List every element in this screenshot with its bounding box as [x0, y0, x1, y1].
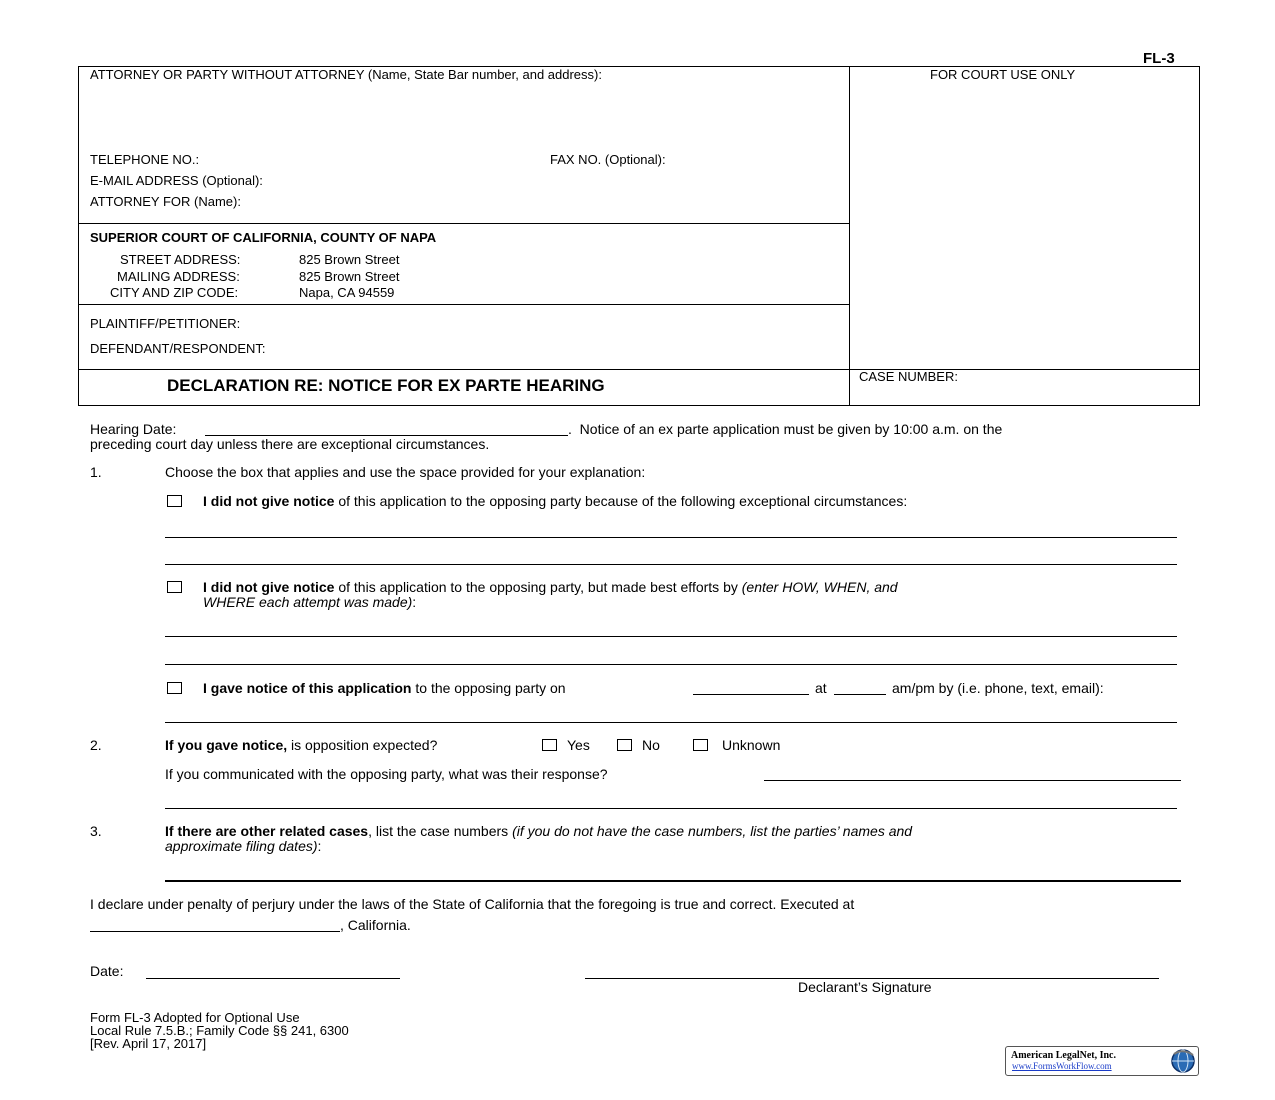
- mailing-label: MAILING ADDRESS:: [117, 269, 240, 284]
- option-b-colon: :: [412, 594, 417, 610]
- yes-checkbox[interactable]: [542, 739, 557, 751]
- option-c-tail: am/pm by (i.e. phone, text, email):: [892, 680, 1104, 696]
- option-c-rest: to the opposing party on: [415, 680, 566, 696]
- option-b-line-1[interactable]: [165, 636, 1177, 637]
- declare-text: I declare under penalty of perjury under the laws of the State of California that the foregoing is true and correct. Executed at: [90, 896, 855, 912]
- item1-text: Choose the box that applies and use the space provided for your explanation:: [165, 464, 646, 480]
- option-b-line-2[interactable]: [165, 664, 1177, 665]
- option-b-bold: I did not give notice: [203, 579, 335, 595]
- city-label: CITY AND ZIP CODE:: [110, 285, 239, 300]
- divider-court: [78, 223, 849, 224]
- defendant-label[interactable]: DEFENDANT/RESPONDENT:: [90, 341, 266, 356]
- related-cases-line[interactable]: [165, 880, 1181, 882]
- case-number-label[interactable]: CASE NUMBER:: [859, 369, 958, 384]
- form-id: FL-3: [1143, 50, 1175, 67]
- city-value: Napa, CA 94559: [299, 285, 395, 300]
- response-field[interactable]: [764, 766, 1181, 781]
- option-c-bold-text: I gave notice of this application: [203, 680, 412, 696]
- item3-number: 3.: [90, 823, 102, 839]
- unknown-checkbox[interactable]: [693, 739, 708, 751]
- item2-number: 2.: [90, 737, 102, 753]
- option-a-checkbox[interactable]: [167, 495, 182, 507]
- divider-title: [78, 369, 1200, 370]
- no-label: No: [642, 737, 660, 753]
- caption-divider: [849, 66, 850, 406]
- hearing-note-1: . Notice of an ex parte application must be given by 10:00 a.m. on the: [568, 421, 1003, 437]
- hearing-date-label: Hearing Date:: [90, 421, 177, 437]
- response-label: If you communicated with the opposing party, what was their response?: [165, 766, 608, 782]
- footer-line-1: Form FL-3 Adopted for Optional Use: [90, 1010, 300, 1025]
- legalnet-logo[interactable]: [1005, 1046, 1199, 1076]
- globe-icon: [1170, 1048, 1196, 1074]
- street-value: 825 Brown Street: [299, 252, 400, 267]
- street-label: STREET ADDRESS:: [120, 252, 241, 267]
- option-b-text: [203, 579, 898, 595]
- notice-date-field[interactable]: [693, 680, 809, 695]
- option-c-at: at: [815, 680, 827, 696]
- response-line-2[interactable]: [165, 808, 1177, 809]
- item3-text: [165, 823, 912, 839]
- item3-bold: If there are other related cases: [165, 823, 369, 839]
- form-title: DECLARATION RE: NOTICE FOR EX PARTE HEARING: [167, 376, 605, 395]
- court-use-label: FOR COURT USE ONLY: [930, 67, 1076, 82]
- option-a-bold: I did not give notice: [203, 493, 335, 509]
- option-b-text-2: [203, 594, 416, 610]
- option-a-text: [203, 493, 907, 509]
- date-field[interactable]: [146, 978, 400, 979]
- option-a-line-1[interactable]: [165, 537, 1177, 538]
- logo-company: American LegalNet, Inc.: [1011, 1050, 1116, 1061]
- item3-italic-2: approximate filing dates): [165, 838, 318, 854]
- item3-colon: :: [317, 838, 322, 854]
- item1-number: 1.: [90, 464, 102, 480]
- hearing-note-2: preceding court day unless there are exceptional circumstances.: [90, 436, 490, 452]
- unknown-label: Unknown: [722, 737, 781, 753]
- option-c-line-1[interactable]: [165, 722, 1177, 723]
- logo-url[interactable]: www.FormsWorkFlow.com: [1012, 1061, 1112, 1071]
- yes-label: Yes: [567, 737, 590, 753]
- no-checkbox[interactable]: [617, 739, 632, 751]
- date-label: Date:: [90, 963, 124, 979]
- signature-label: Declarant’s Signature: [798, 979, 932, 995]
- option-c-bold: [203, 680, 566, 696]
- item3-rest: , list the case numbers: [368, 823, 509, 839]
- plaintiff-label[interactable]: PLAINTIFF/PETITIONER:: [90, 316, 241, 331]
- attorney-for-label[interactable]: ATTORNEY FOR (Name):: [90, 194, 241, 209]
- hearing-note-text: Notice of an ex parte application must be given by 10:00 a.m. on the: [579, 421, 1003, 437]
- item2-rest: is opposition expected?: [291, 737, 438, 753]
- footer-line-2: Local Rule 7.5.B.; Family Code §§ 241, 6300: [90, 1023, 349, 1038]
- court-name: SUPERIOR COURT OF CALIFORNIA, COUNTY OF NAPA: [90, 230, 437, 245]
- hearing-date-field[interactable]: [205, 421, 568, 436]
- option-c-checkbox[interactable]: [167, 682, 182, 694]
- option-a-line-2[interactable]: [165, 564, 1177, 565]
- divider-parties: [78, 304, 849, 305]
- item2-bold: If you gave notice,: [165, 737, 288, 753]
- item3-italic-1: (if you do not have the case numbers, list the parties’ names and: [512, 823, 913, 839]
- california-suffix: , California.: [340, 917, 411, 933]
- footer-line-3: [Rev. April 17, 2017]: [90, 1036, 207, 1051]
- option-b-italic-2: WHERE each attempt was made): [203, 594, 413, 610]
- option-a-rest: of this application to the opposing party because of the following exceptional circumstances:: [338, 493, 908, 509]
- attorney-label: ATTORNEY OR PARTY WITHOUT ATTORNEY (Name, State Bar number, and address):: [90, 67, 602, 82]
- item2-text: [165, 737, 437, 753]
- option-b-italic-1: (enter HOW, WHEN, and: [741, 579, 898, 595]
- item3-text-2: [165, 838, 321, 854]
- fax-label[interactable]: FAX NO. (Optional):: [550, 152, 666, 167]
- mailing-value: 825 Brown Street: [299, 269, 400, 284]
- option-b-rest: of this application to the opposing party, but made best efforts by: [338, 579, 738, 595]
- executed-at-field[interactable]: [90, 917, 340, 932]
- option-b-checkbox[interactable]: [167, 581, 182, 593]
- notice-time-field[interactable]: [834, 680, 886, 695]
- telephone-label[interactable]: TELEPHONE NO.:: [90, 152, 200, 167]
- email-label[interactable]: E-MAIL ADDRESS (Optional):: [90, 173, 263, 188]
